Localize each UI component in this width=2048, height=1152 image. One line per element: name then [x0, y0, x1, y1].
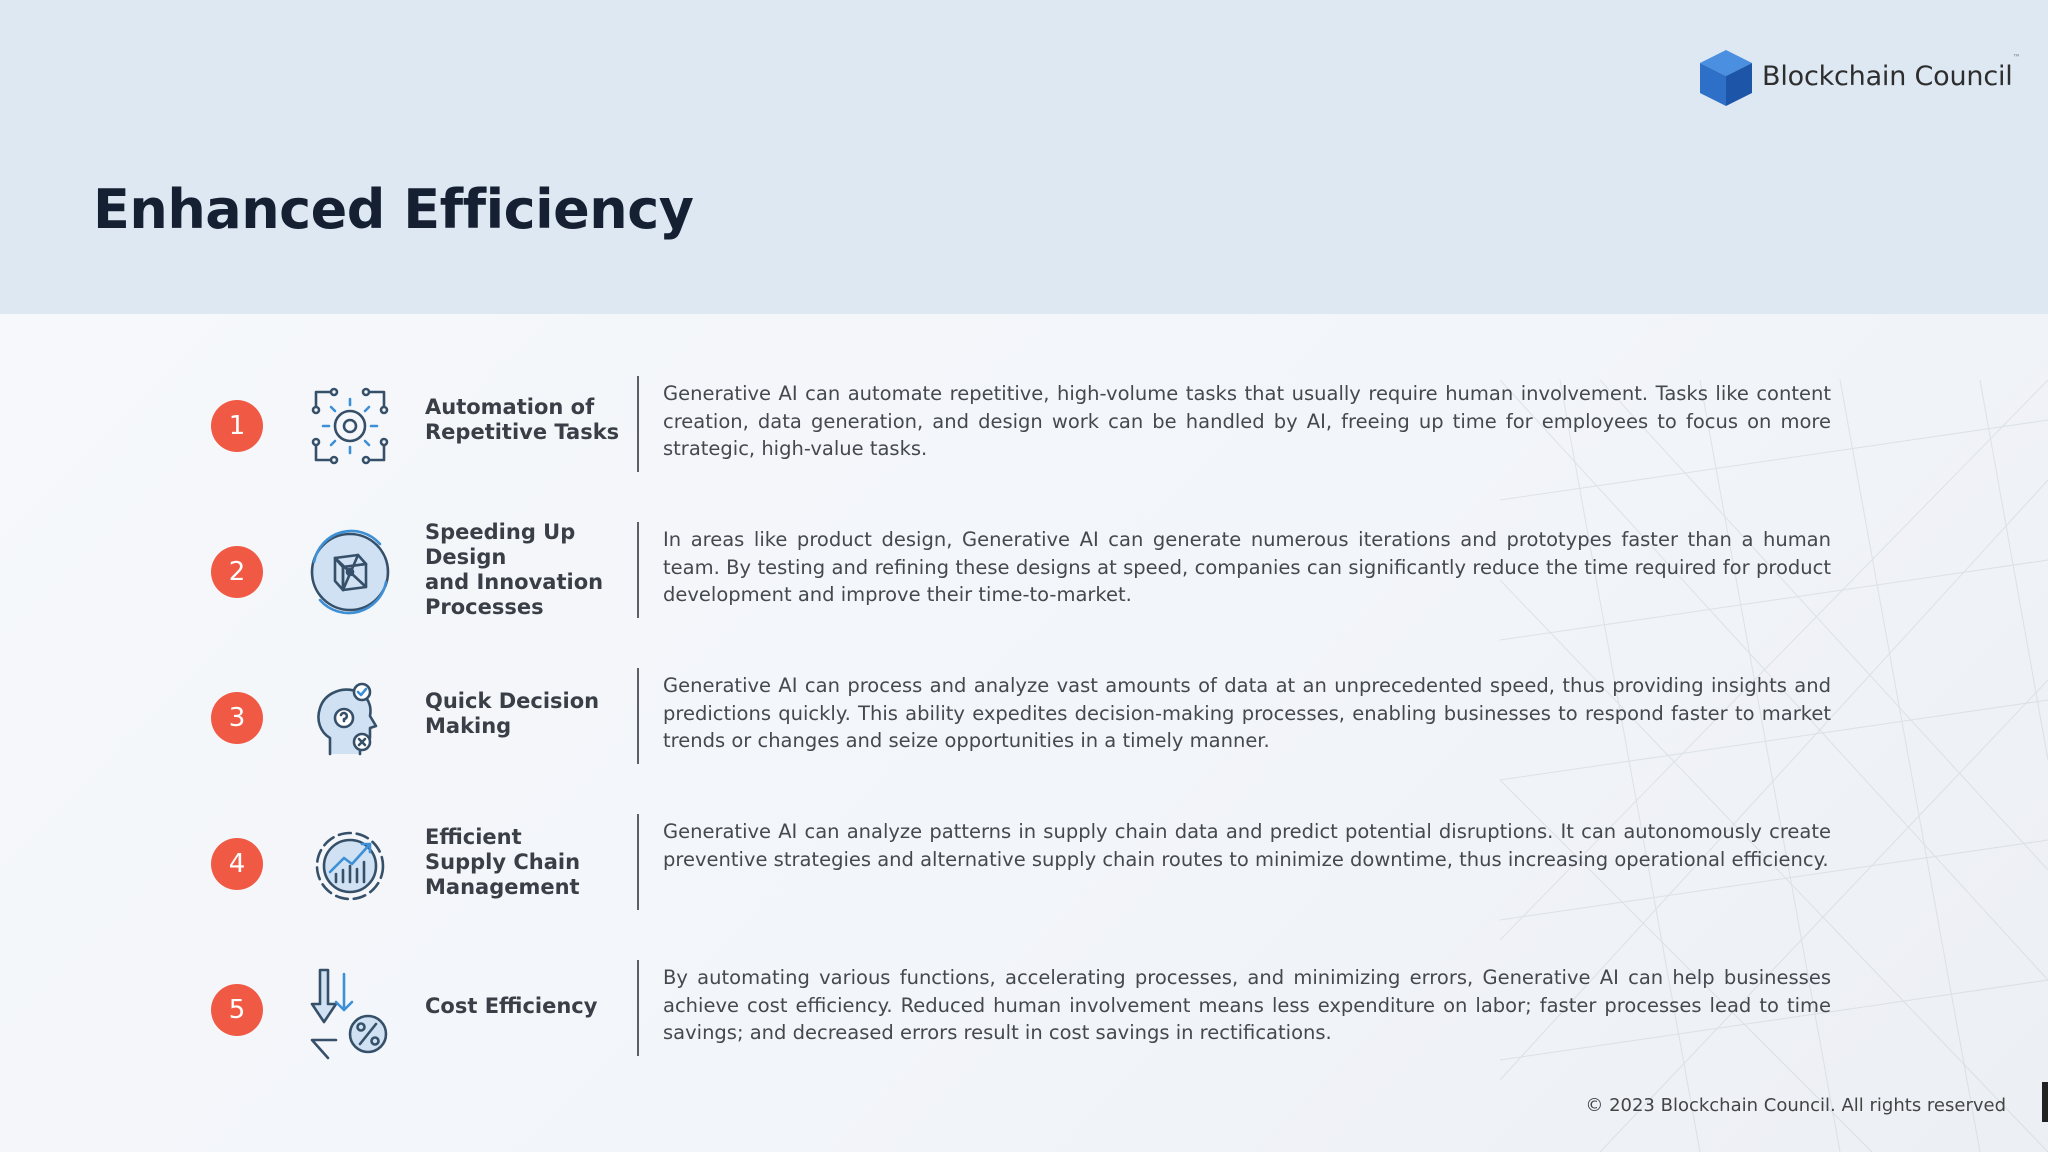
row-title — [425, 520, 635, 620]
row-title — [425, 370, 635, 470]
row-divider — [637, 668, 639, 764]
row-number-badge: 5 — [211, 984, 263, 1036]
row-title-line: Automation of — [425, 395, 595, 419]
row-title-line: Processes — [425, 595, 544, 619]
row-title-line: Efficient — [425, 824, 522, 849]
row-description: Generative AI can automate repetitive, high-volume tasks that usually require human involvement. Tasks like content creation, data generation, and design work can be handled by AI, freeing up time for employees to focus on more strategic, high-value tasks. — [663, 382, 1831, 460]
row-title-line: Repetitive Tasks — [425, 420, 620, 444]
row-number-badge: 4 — [211, 838, 263, 890]
row-number-badge: 3 — [211, 692, 263, 744]
row-title — [425, 664, 635, 764]
copyright-footer: © 2023 Blockchain Council. All rights reserved — [1585, 1095, 2006, 1116]
efficiency-row-automation — [0, 372, 2048, 472]
row-number-badge: 1 — [211, 400, 263, 452]
brand-logo — [1698, 48, 2021, 108]
brand-name: Blockchain Council ™ — [1762, 52, 2021, 92]
automation-gear-circuit-icon — [300, 376, 400, 476]
row-description: Generative AI can analyze patterns in supply chain data and predict potential disruptions. It can autonomously create preventive strategies and alternative supply chain routes to minimize downtime, thus increasing operational efficiency. — [663, 820, 1831, 871]
trademark-symbol: ™ — [2012, 52, 2021, 62]
blockchain-cube-icon — [1698, 48, 1754, 108]
row-title-line: and Innovation — [425, 570, 604, 594]
row-title-line: Cost Efficiency — [425, 993, 598, 1018]
row-divider — [637, 814, 639, 910]
row-title-line: Management — [425, 874, 580, 899]
row-description: In areas like product design, Generative AI can generate numerous iterations and prototypes faster than a human team. By testing and refining these designs at speed, companies can significantly reduce the time required for product development and improve their time-to-market. — [663, 528, 1831, 606]
row-title-line: Supply Chain — [425, 849, 581, 874]
row-divider — [637, 376, 639, 472]
efficiency-row-cost — [0, 956, 2048, 1056]
cost-down-percent-icon — [300, 960, 400, 1060]
edge-marker — [2042, 1082, 2048, 1122]
row-title — [425, 956, 635, 1056]
row-title — [425, 812, 635, 912]
cube-innovation-icon — [300, 522, 400, 622]
row-divider — [637, 960, 639, 1056]
efficiency-row-supply-chain — [0, 810, 2048, 910]
row-description: Generative AI can process and analyze vast amounts of data at an unprecedented speed, thus providing insights and predictions quickly. This ability expedites decision-making processes, enabling businesses to respond faster to market trends or changes and seize opportunities in a timely manner. — [663, 674, 1831, 752]
page-title: Enhanced Efficiency — [93, 178, 694, 241]
row-number-badge: 2 — [211, 546, 263, 598]
row-title-line: Quick Decision — [425, 689, 600, 713]
gear-growth-chart-icon — [300, 814, 400, 914]
head-decision-icon — [300, 668, 400, 768]
row-description: By automating various functions, accelerating processes, and minimizing errors, Generative AI can help businesses achieve cost efficiency. Reduced human involvement means less expenditure on labor; faster processes lead to time savings; and decreased errors result in cost savings in rectifications. — [663, 966, 1831, 1044]
row-title-line: Speeding Up Design — [425, 520, 576, 569]
efficiency-row-design — [0, 518, 2048, 618]
row-divider — [637, 522, 639, 618]
efficiency-row-decision — [0, 664, 2048, 764]
row-title-line: Making — [425, 714, 512, 738]
